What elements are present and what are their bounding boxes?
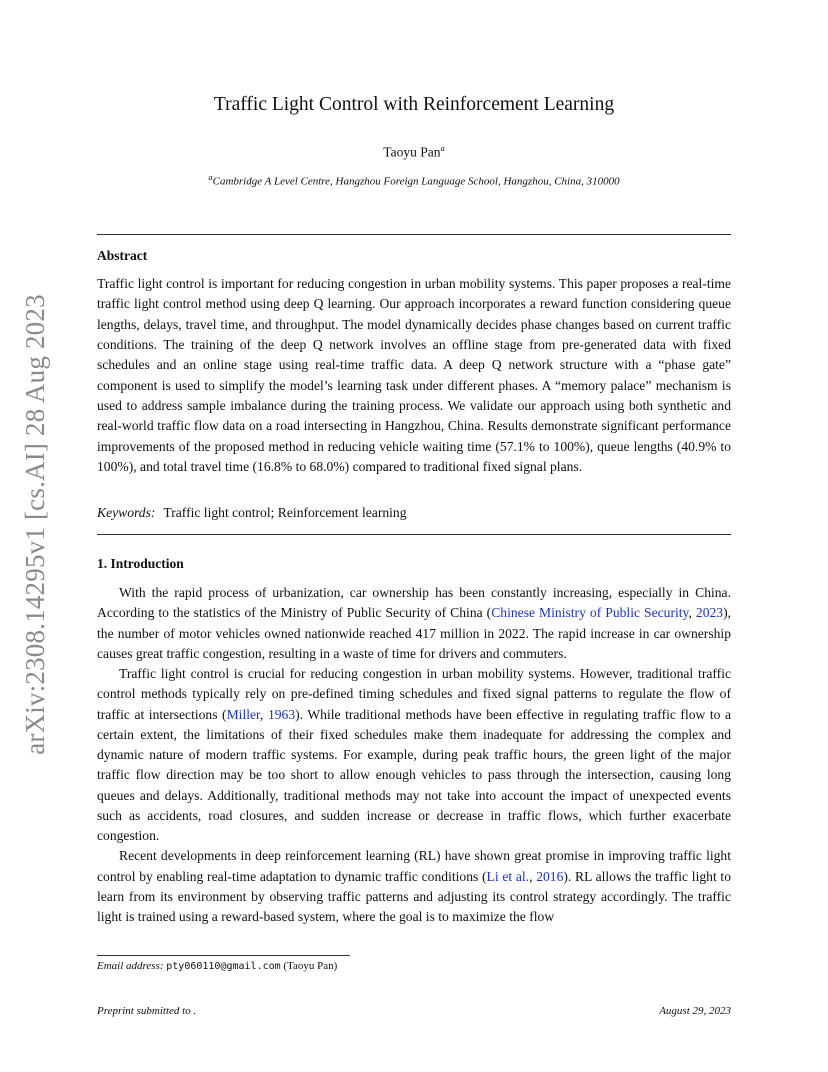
citation-sep: , — [529, 868, 537, 884]
footer-preprint: Preprint submitted to . — [97, 1005, 197, 1017]
affiliation-mark: a — [208, 172, 213, 182]
citation-year-link[interactable]: 1963 — [267, 706, 296, 722]
intro-p2-text-a: Traffic light control is crucial for reducing congestion in urban mobility systems. However, traditional traffic control methods typically rely on pre-defined timing schedules and fixed signal patterns to regulate the flow of traffic at intersections ( — [97, 666, 731, 722]
footnote-rule — [97, 955, 350, 956]
affiliation — [0, 172, 828, 188]
arxiv-stamp — [20, 288, 50, 760]
intro-paragraph-1 — [97, 583, 731, 664]
citation-sep: , — [688, 605, 696, 621]
author-mark: a — [440, 143, 445, 153]
citation-year-link[interactable]: 2016 — [536, 868, 564, 884]
paper-title: Traffic Light Control with Reinforcement Learning — [213, 94, 615, 115]
section-heading-introduction: 1. Introduction — [97, 556, 184, 571]
footnote-label: Email address: — [97, 960, 164, 972]
top-rule — [97, 234, 731, 235]
citation-link[interactable]: Li et al. — [486, 868, 530, 884]
introduction-body — [97, 583, 731, 927]
footnote-name: (Taoyu Pan) — [283, 960, 338, 972]
abstract-bottom-rule — [97, 534, 731, 535]
footnote — [97, 960, 337, 972]
citation-link[interactable]: Miller — [226, 706, 261, 722]
intro-p3-text-a: Recent developments in deep reinforcement learning (RL) have shown great promise in improving traffic light control by enabling real-time adaptation to dynamic traffic conditions ( — [97, 848, 731, 884]
intro-p3-text-b: ). RL allows the traffic light to learn from its environment by observing traffic patterns and adjusting its control strategy accordingly. The traffic light is trained using a reward-based system, where the goal is to maximize the flow — [97, 868, 732, 924]
abstract-text: Traffic light control is important for reducing congestion in urban mobility systems. This paper proposes a real-time traffic light control method using deep Q learning. Our approach incorporates a reward function considering queue lengths, delays, travel time, and throughput. The model dynamically decides phase changes based on current traffic conditions. The training of the deep Q network involves an offline stage from pre-generated data with fixed schedules and an online stage using real-time traffic data. A deep Q network structure with a “phase gate” component is used to simplify the model’s learning task under different phases. A “memory palace” mechanism is used to address sample imbalance during the training process. We validate our approach using both synthetic and real-world traffic flow data on a road intersecting in Hangzhou, China. Results demonstrate significant performance improvements of the proposed method in reducing vehicle waiting time (57.1% to 100%), queue lengths (40.9% to 100%), and total travel time (16.8% to 68.0%) compared to traditional fixed signal plans. — [97, 276, 731, 475]
keywords-text: Traffic light control; Reinforcement learning — [163, 505, 407, 520]
abstract-heading: Abstract — [97, 248, 148, 263]
citation-year-link[interactable]: 2023 — [695, 605, 724, 621]
keywords-label: Keywords: — [97, 505, 156, 520]
intro-p2-text-b: ). While traditional methods have been effective in regulating traffic flow to a certain extent, the limitations of their fixed schedules make them inadequate for addressing the complex and dynamic nature of modern traffic systems. For example, during peak traffic hours, the green light of the major traffic flow direction may be too short to allow enough vehicles to pass through the intersection, causing long queues and delays. Additionally, traditional methods may not take into account the impact of unexpected events such as accidents, road closures, and sudden increase or decrease in traffic flows, which further exacerbate congestion. — [97, 706, 732, 843]
keywords-line — [97, 505, 407, 521]
author-name: Taoyu Pan — [383, 144, 441, 160]
footnote-email[interactable]: pty060110@gmail.com — [166, 961, 281, 972]
intro-p1-text-b: ), the number of motor vehicles owned nationwide reached 417 million in 2022. The rapid increase in car ownership causes great traffic congestion, resulting in a waste of time for drivers and commuters. — [97, 605, 732, 661]
intro-paragraph-2 — [97, 664, 731, 846]
affiliation-text: Cambridge A Level Centre, Hangzhou Foreign Language School, Hangzhou, China, 310000 — [212, 175, 620, 188]
citation-link[interactable]: Chinese Ministry of Public Security — [491, 605, 689, 621]
citation-sep: , — [260, 706, 268, 722]
author-line — [0, 143, 828, 161]
arxiv-stamp-text: arXiv:2308.14295v1 [cs.AI] 28 Aug 2023 — [19, 293, 50, 755]
footer-date: August 29, 2023 — [659, 1005, 731, 1017]
intro-paragraph-3 — [97, 846, 731, 927]
intro-p1-text-a: With the rapid process of urbanization, car ownership has been constantly increasing, especially in China. According to the statistics of the Ministry of Public Security of China ( — [97, 585, 731, 621]
